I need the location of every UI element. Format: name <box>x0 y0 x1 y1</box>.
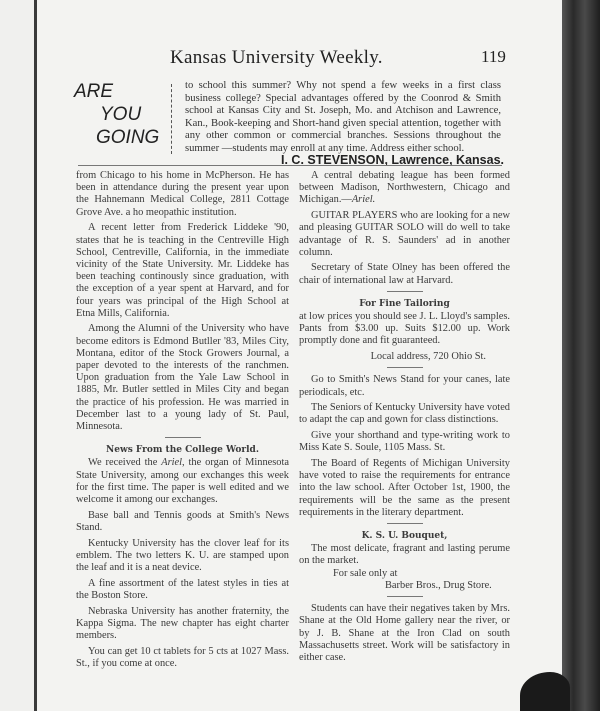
address: Local address, 720 Ohio St. <box>370 351 486 363</box>
paragraph: Kentucky University has the clover leaf for its emblem. The two letters K. U. are stamped upon the leaf and it is a neat device. <box>76 537 289 574</box>
paragraph: Go to Smith's News Stand for your canes, late periodicals, etc. <box>299 374 510 398</box>
paragraph: The Seniors of Kentucky University have voted to adapt the cap and gown for class distinctions. <box>299 402 510 426</box>
book-binding <box>562 0 600 711</box>
paragraph: A recent letter from Frederick Liddeke '90, states that he is teaching in the Centreville High School, Centreville, California, in the immediate vicinity of the State University. Mr. Liddeke has been teaching continously since graduation, with the exception of a year spent at Harvard, and for four years was principal of the High School at Etna Mills, California. <box>76 222 289 319</box>
divider <box>387 596 423 597</box>
ad-headline-line: YOU <box>100 104 142 125</box>
paragraph: GUITAR PLAYERS who are looking for a new and pleasing GUITAR SOLO will do well to take advantage of R. S. Saunders' ad in another column. <box>299 210 510 258</box>
horizontal-rule <box>78 165 502 166</box>
page-title: Kansas University Weekly. <box>170 47 383 68</box>
section-heading: News From the College World. <box>106 445 259 456</box>
paragraph: Nebraska University has another fraternity, the Kappa Sigma. The new chapter has eight charter members. <box>76 605 289 642</box>
page-number: 119 <box>481 47 506 66</box>
paragraph: A fine assortment of the latest styles in ties at the Boston Store. <box>76 577 289 601</box>
paragraph: from Chicago to his home in McPherson. He has been in attendance during the present year upon the Hahnemann Medical College, 2811 Cottage Grove Ave. a ho meopathic institution. <box>76 170 289 218</box>
ad-headline-line: GOING <box>96 127 160 148</box>
divider <box>387 291 423 292</box>
section-heading: K. S. U. Bouquet, <box>361 531 448 542</box>
left-column <box>76 170 289 674</box>
ad-divider <box>171 84 172 154</box>
facing-page-edge <box>0 0 37 711</box>
ad-headline-line: ARE <box>74 81 114 102</box>
text: We received the <box>88 457 162 469</box>
divider <box>387 523 423 524</box>
paragraph: Base ball and Tennis goods at Smith's News Stand. <box>76 509 289 533</box>
paragraph: Secretary of State Olney has been offered the chair of international law at Harvard. <box>299 262 510 286</box>
ad-signature: I. C. STEVENSON, Lawrence, Kansas. <box>281 153 504 167</box>
paragraph: The Board of Regents of Michigan University have voted to raise the requirements for entrance into the law school. After October 1st, 1900, the requirements will be the same as the present requirements in the literary department. <box>299 458 510 518</box>
paragraph: Give your shorthand and type-writing work to Miss Kate S. Soule, 1105 Mass. St. <box>299 430 510 454</box>
ad-text: to school this summer? Why not spend a few weeks in a first class business college? Special advantages offered by the Coonrod & Smith school at Kansas City and St. Joseph, Mo. and Atchison and Lawrence, Kan., Book-keeping and Short-hand given special attention, together with any other common or commercial branches. Sessions throughout the summer —students may enroll at any time. Address either school. <box>185 80 501 154</box>
paragraph: at low prices you should see J. L. Lloyd's samples. Pants from $3.00 up. Suits $12.00 up. Work promptly done and fit guaranteed. <box>299 311 510 347</box>
divider <box>165 437 201 438</box>
publication-name: Ariel <box>161 457 183 469</box>
paragraph: Among the Alumni of the University who have become editors is Edmond Butller '83, Miles City, Montana, editor of the Stock Growers Journal, a paper devoted to the interests of the ranchmen. Upon graduation from the Yale Law School in 1885, Mr. Butler settled in Miles City and began the practice of his profession. He was married in December last to a young lady of St. Paul, Minnesota. <box>76 323 289 433</box>
paragraph <box>76 457 289 506</box>
section-heading: For Fine Tailoring <box>359 298 450 309</box>
paragraph: The most delicate, fragrant and lasting perume on the market. <box>299 543 510 567</box>
paragraph <box>299 170 510 207</box>
text: , the organ of Minnesota State University, among our exchanges this week for the first time. The paper is well edited and we welcome it among our exchanges. <box>76 457 289 506</box>
paragraph: You can get 10 ct tablets for 5 cts at 1027 Mass. St., if you come at once. <box>76 645 289 670</box>
ad-headline <box>74 80 159 149</box>
text: A central debating league has been formed between Madison, Northwestern, Chicago and Michigan.— <box>299 170 510 206</box>
divider <box>387 367 423 368</box>
store-name: Barber Bros., Drug Store. <box>385 579 492 591</box>
publication-name: Ariel. <box>351 194 376 206</box>
paragraph: Students can have their negatives taken by Mrs. Shane at the Old Home gallery near the river, or by J. B. Shane at the Iron Clad on south Massachusetts street. Work will be satisfactory in either case. <box>299 603 510 663</box>
right-column <box>299 170 510 668</box>
sale-note: For sale only at <box>333 567 398 579</box>
